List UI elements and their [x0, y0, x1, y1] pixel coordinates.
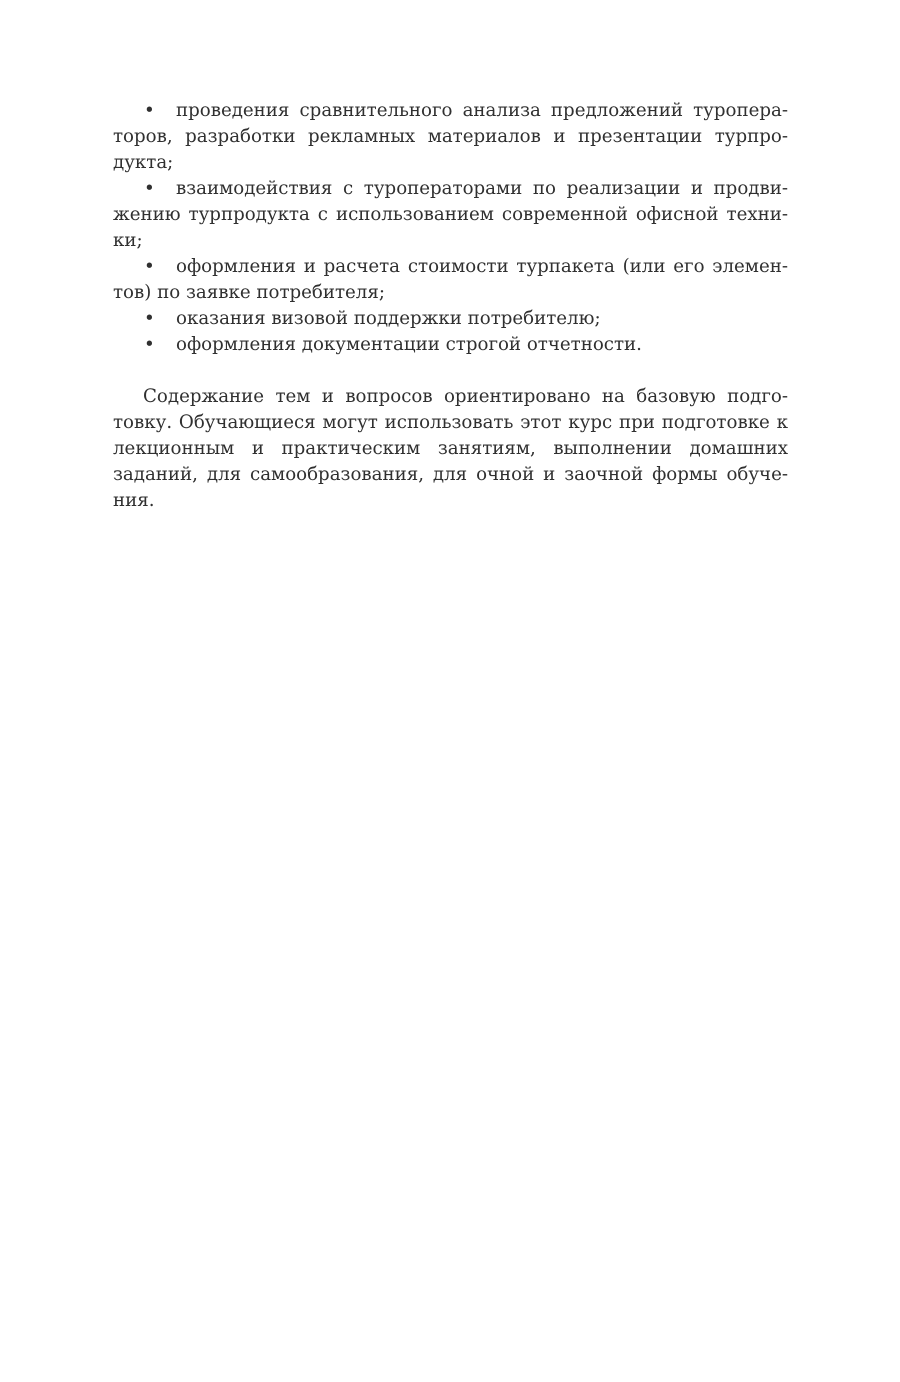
list-item: [113, 254, 788, 306]
body-paragraph: Содержание тем и вопросов ориентировано на базовую подготовку. Обучающиеся могут использовать этот курс при подготовке к лекционным и практическим занятиям, выполнении домашних заданий, для самообразования, для очной и заочной формы обучения.: [113, 386, 788, 511]
bullet-marker: •: [144, 308, 155, 329]
list-item-text: проведения сравнительного анализа предложений туроператоров, разработки рекламных материалов и презентации турпродукта;: [113, 100, 788, 173]
list-item: [113, 306, 788, 332]
bullet-marker: •: [144, 334, 155, 355]
bullet-marker: •: [144, 100, 155, 121]
list-item: [113, 332, 788, 358]
list-item: [113, 176, 788, 254]
list-item-text: оформления и расчета стоимости турпакета (или его элементов) по заявке потребителя;: [113, 256, 788, 303]
bullet-marker: •: [144, 256, 155, 277]
list-item-text: взаимодействия с туроператорами по реализации и продвижению турпродукта с использованием современной офисной техники;: [113, 178, 788, 251]
list-item-text: оформления документации строгой отчетности.: [176, 334, 642, 355]
list-item-text: оказания визовой поддержки потребителю;: [176, 308, 601, 329]
bullet-marker: •: [144, 178, 155, 199]
page-content: [113, 98, 788, 514]
list-item: [113, 98, 788, 176]
bullet-list: [113, 98, 788, 358]
